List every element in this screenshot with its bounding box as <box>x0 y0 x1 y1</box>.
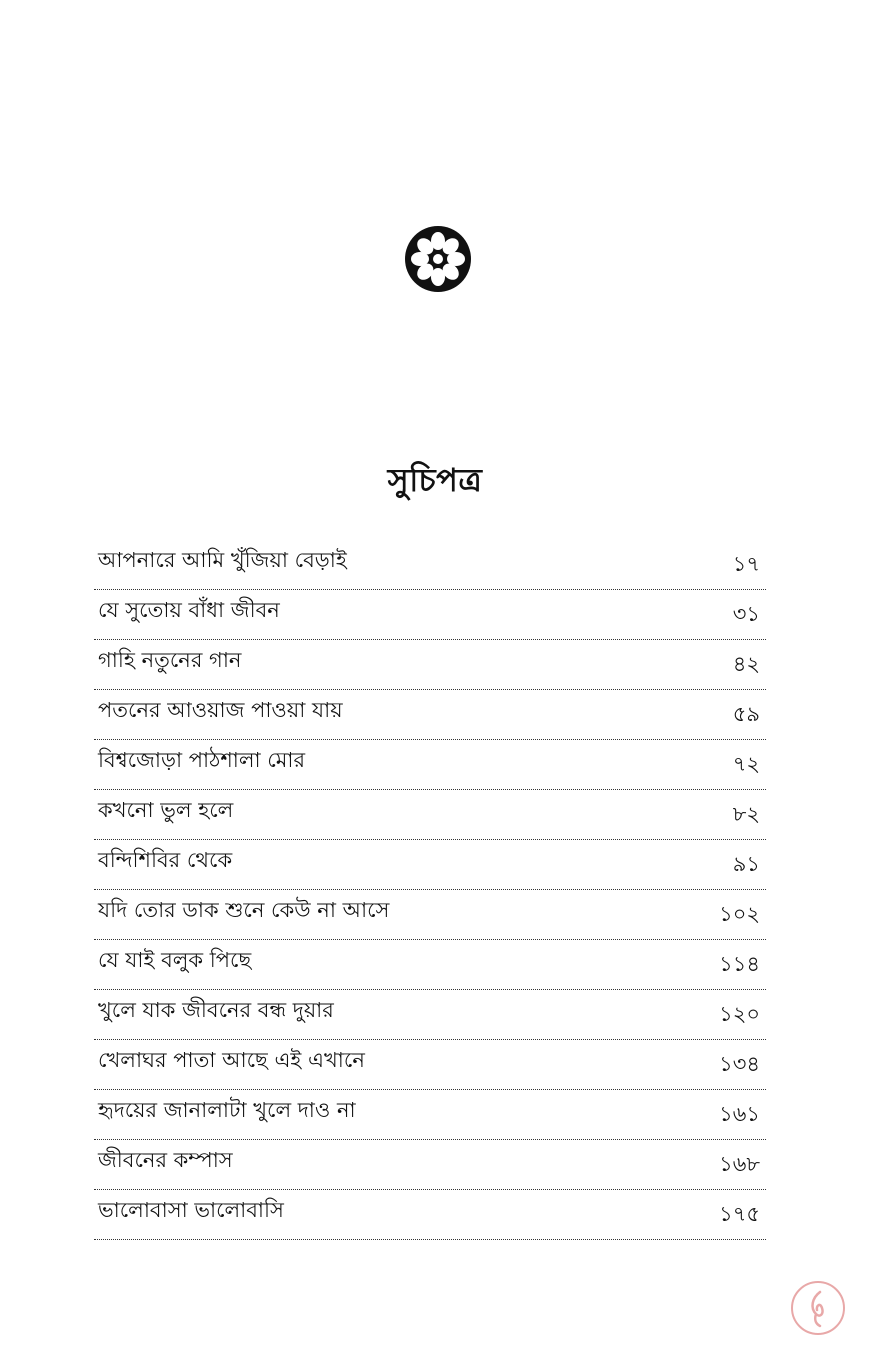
toc-entry <box>94 690 766 740</box>
toc-entry-title: খেলাঘর পাতা আছে এই এখানে <box>98 1048 365 1072</box>
toc-entry-page: ১৬১ <box>719 1102 760 1126</box>
toc-entry-title: কখনো ভুল হলে <box>98 798 234 822</box>
toc-entry-page: ১০২ <box>719 902 760 926</box>
toc-entry-page: ৫৯ <box>732 702 760 726</box>
toc-entry <box>94 590 766 640</box>
toc-entry <box>94 540 766 590</box>
toc-entry <box>94 940 766 990</box>
toc-entry-page: ১৩৪ <box>719 1052 760 1076</box>
toc-entry-title: হৃদয়ের জানালাটা খুলে দাও না <box>98 1098 356 1122</box>
toc-entry <box>94 890 766 940</box>
toc-entry-page: ১৭ <box>732 552 760 576</box>
publisher-seal-icon <box>790 1280 846 1336</box>
toc-entry <box>94 1040 766 1090</box>
toc-entry-title: যে যাই বলুক পিছে <box>98 948 252 972</box>
toc-entry-page: ১৬৮ <box>719 1152 760 1176</box>
toc-entry-title: গাহি নতুনের গান <box>98 648 242 672</box>
toc-entry-page: ১১৪ <box>719 952 760 976</box>
toc-entry <box>94 1140 766 1190</box>
toc-entry-page: ৯১ <box>732 852 760 876</box>
toc-entry-page: ৮২ <box>732 802 760 826</box>
toc-entry <box>94 1190 766 1240</box>
toc-entry-title: বন্দিশিবির থেকে <box>98 848 233 872</box>
toc-entry-page: ১৭৫ <box>719 1202 760 1226</box>
toc-entry-title: বিশ্বজোড়া পাঠশালা মোর <box>98 748 306 772</box>
table-of-contents <box>94 540 766 1240</box>
toc-entry-page: ১২০ <box>719 1002 760 1026</box>
page-title: সুচিপত্র <box>387 461 483 499</box>
toc-entry-title: আপনারে আমি খুঁজিয়া বেড়াই <box>98 548 347 572</box>
toc-entry-title: যদি তোর ডাক শুনে কেউ না আসে <box>98 898 390 922</box>
toc-entry-page: ৪২ <box>732 652 760 676</box>
toc-entry-title: জীবনের কম্পাস <box>98 1148 233 1172</box>
toc-entry-title: পতনের আওয়াজ পাওয়া যায় <box>98 698 343 722</box>
toc-entry-title: যে সুতোয় বাঁধা জীবন <box>98 598 280 622</box>
toc-entry-page: ৭২ <box>732 752 760 776</box>
toc-entry <box>94 1090 766 1140</box>
toc-entry <box>94 740 766 790</box>
flower-wheel-icon <box>404 225 472 293</box>
toc-entry-title: খুলে যাক জীবনের বন্ধ দুয়ার <box>98 998 334 1022</box>
toc-entry <box>94 640 766 690</box>
toc-entry <box>94 790 766 840</box>
toc-entry-title: ভালোবাসা ভালোবাসি <box>98 1198 284 1222</box>
toc-entry <box>94 990 766 1040</box>
toc-entry <box>94 840 766 890</box>
toc-entry-page: ৩১ <box>732 602 760 626</box>
